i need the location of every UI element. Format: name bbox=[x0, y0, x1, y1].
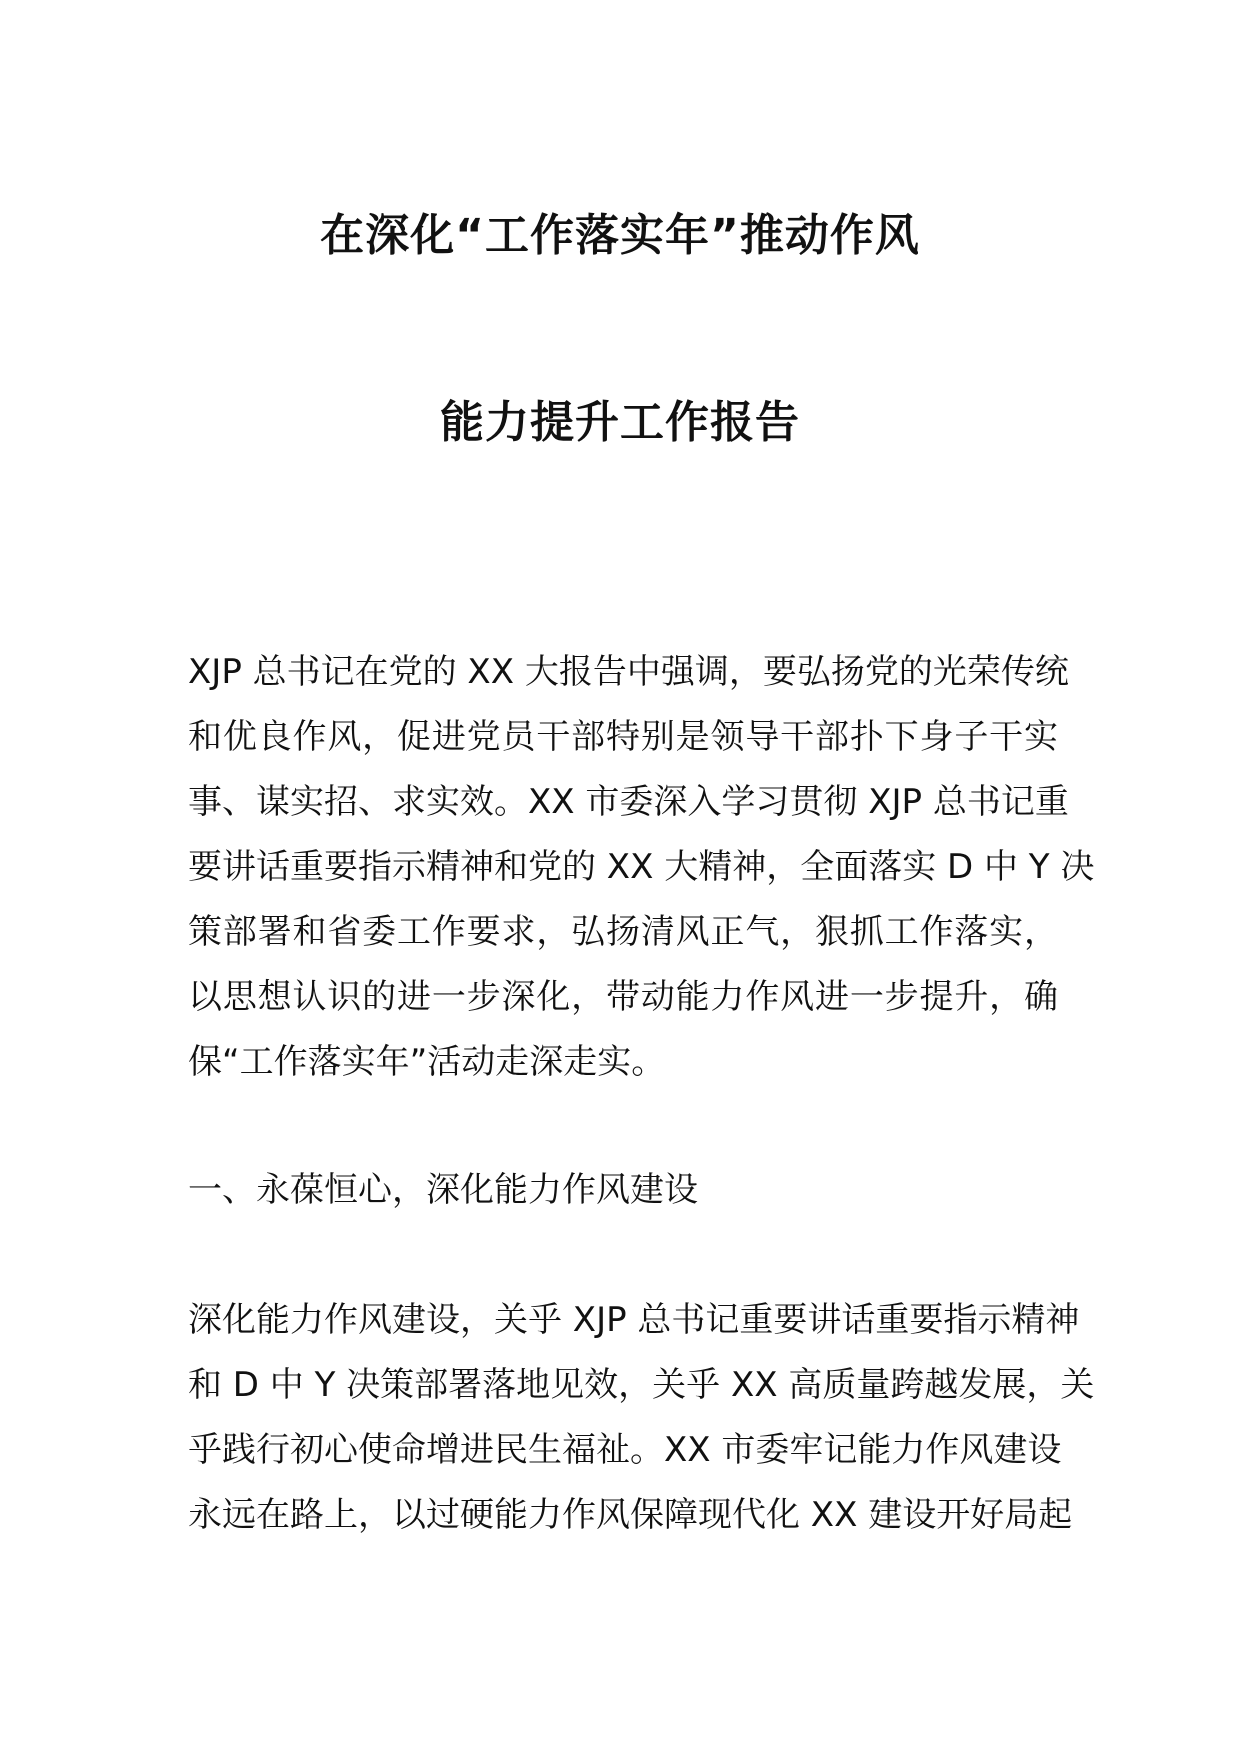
paragraph-line: 深化能力作风建设，关乎 XJP 总书记重要讲话重要指示精神 bbox=[188, 1300, 1080, 1340]
paragraph-line: 保“工作落实年”活动走深走实。 bbox=[188, 1042, 666, 1082]
document-title-line-1: 在深化“工作落实年”推动作风 bbox=[320, 210, 920, 261]
paragraph-line: 以思想认识的进一步深化，带动能力作风进一步提升，确 bbox=[188, 977, 1058, 1017]
paragraph-line: XJP 总书记在党的 XX 大报告中强调，要弘扬党的光荣传统 bbox=[188, 652, 1069, 692]
paragraph-section-1 bbox=[188, 1288, 1095, 1548]
paragraph-line: 乎践行初心使命增进民生福祉。XX 市委牢记能力作风建设 bbox=[188, 1430, 1062, 1470]
document-title-line-2: 能力提升工作报告 bbox=[440, 397, 800, 448]
paragraph-line: 和 D 中 Y 决策部署落地见效，关乎 XX 高质量跨越发展，关 bbox=[188, 1365, 1095, 1405]
section-heading-text: 一、永葆恒心，深化能力作风建设 bbox=[188, 1170, 698, 1210]
paragraph-intro bbox=[188, 640, 1095, 1095]
paragraph-line: 策部署和省委工作要求，弘扬清风正气，狠抓工作落实， bbox=[188, 912, 1058, 952]
paragraph-line: 事、谋实招、求实效。XX 市委深入学习贯彻 XJP 总书记重 bbox=[188, 782, 1069, 822]
section-heading-1 bbox=[188, 1158, 1058, 1223]
paragraph-line: 永远在路上，以过硬能力作风保障现代化 XX 建设开好局起 bbox=[188, 1495, 1073, 1535]
paragraph-line: 要讲话重要指示精神和党的 XX 大精神，全面落实 D 中 Y 决 bbox=[188, 847, 1095, 887]
paragraph-line: 和优良作风，促进党员干部特别是领导干部扑下身子干实 bbox=[188, 717, 1058, 757]
